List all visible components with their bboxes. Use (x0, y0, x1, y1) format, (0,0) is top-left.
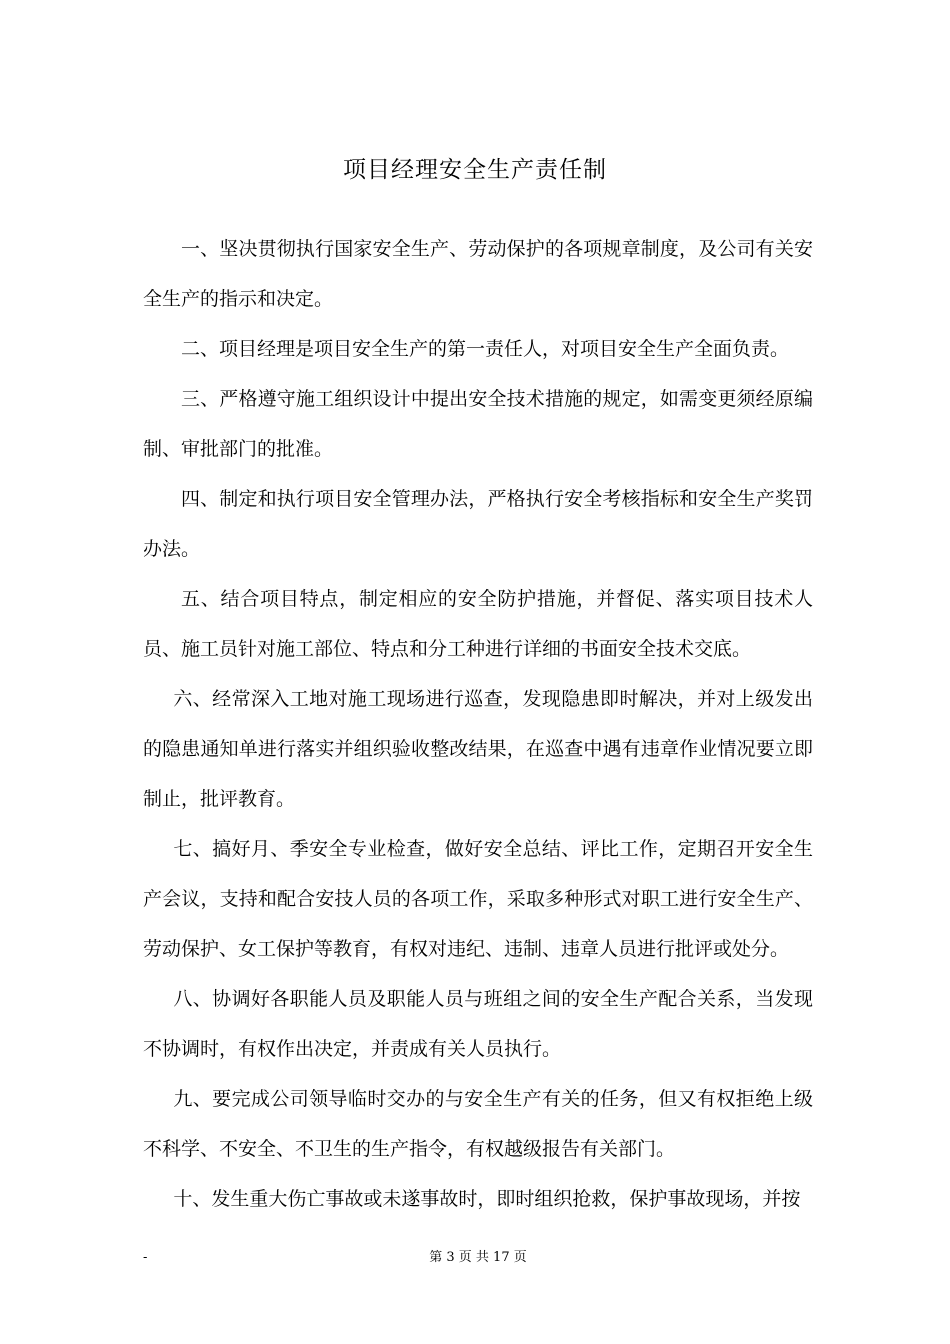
paragraph-7: 七、搞好月、季安全专业检查，做好安全总结、评比工作，定期召开安全生产会议，支持和配合安技人员的各项工作，采取多种形式对职工进行安全生产、劳动保护、女工保护等教育，有权对违纪、违制、违章人员进行批评或处分。 (143, 838, 813, 960)
paragraph-1: 一、坚决贯彻执行国家安全生产、劳动保护的各项规章制度，及公司有关安全生产的指示和决定。 (143, 238, 813, 310)
paragraph-9: 九、要完成公司领导临时交办的与安全生产有关的任务，但又有权拒绝上级不科学、不安全、不卫生的生产指令，有权越级报告有关部门。 (143, 1088, 813, 1160)
paragraph-3: 三、严格遵守施工组织设计中提出安全技术措施的规定，如需变更须经原编制、审批部门的批准。 (143, 388, 813, 460)
page-number: 第 3 页 共 17 页 (429, 1250, 527, 1265)
paragraph-6: 六、经常深入工地对施工现场进行巡查，发现隐患即时解决，并对上级发出的隐患通知单进行落实并组织验收整改结果，在巡查中遇有违章作业情况要立即制止，批评教育。 (143, 688, 813, 810)
paragraph-5: 五、结合项目特点，制定相应的安全防护措施，并督促、落实项目技术人员、施工员针对施工部位、特点和分工种进行详细的书面安全技术交底。 (143, 588, 813, 660)
page-footer (143, 1246, 813, 1270)
document-body (143, 224, 813, 1224)
paragraph-8: 八、协调好各职能人员及职能人员与班组之间的安全生产配合关系，当发现不协调时，有权作出决定，并责成有关人员执行。 (143, 988, 813, 1060)
paragraph-4: 四、制定和执行项目安全管理办法，严格执行安全考核指标和安全生产奖罚办法。 (143, 488, 813, 560)
paragraph-10: 十、发生重大伤亡事故或未遂事故时，即时组织抢救，保护事故现场，并按 (173, 1188, 801, 1210)
footer-dash: - (143, 1250, 148, 1265)
paragraph-2: 二、项目经理是项目安全生产的第一责任人，对项目安全生产全面负责。 (181, 338, 790, 360)
document-title: 项目经理安全生产责任制 (343, 157, 607, 183)
